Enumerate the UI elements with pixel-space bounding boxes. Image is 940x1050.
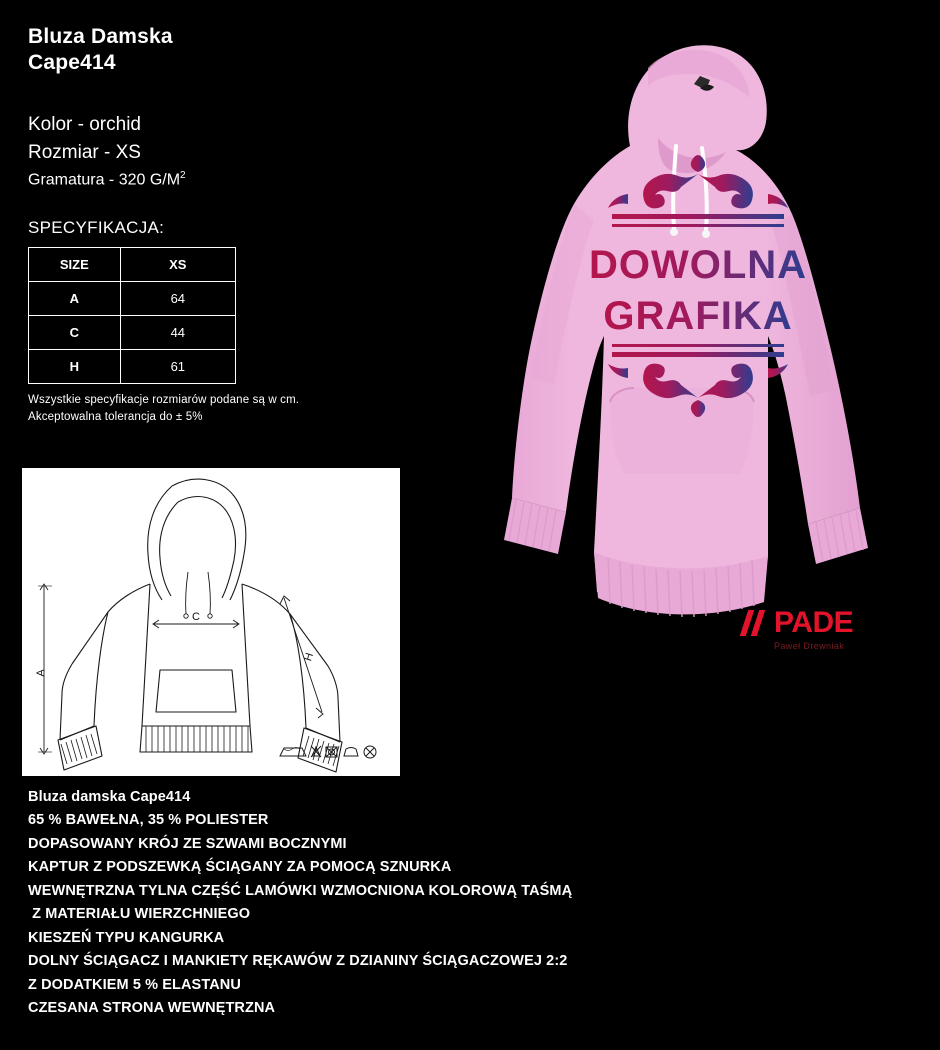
technical-drawing	[22, 468, 400, 776]
row-label-h: H	[29, 349, 121, 383]
row-label-a: A	[29, 281, 121, 315]
description-line-8: DOLNY ŚCIĄGACZ I MANKIETY RĘKAWÓW Z DZIANINY ŚCIĄGACZOWEJ 2:2	[28, 953, 568, 970]
specification-note-line1: Wszystkie specyfikacje rozmiarów podane są w cm.	[28, 393, 300, 406]
description-line-3: DOPASOWANY KRÓJ ZE SZWAMI BOCZNYMI	[28, 835, 347, 852]
row-value-a: 64	[120, 281, 235, 315]
left-column	[28, 24, 468, 425]
attribute-weight-text: Gramatura - 320 G/M	[28, 170, 181, 188]
description-line-4: KAPTUR Z PODSZEWKĄ ŚCIĄGANY ZA POMOCĄ SZNURKA	[28, 859, 452, 876]
description-line-10: CZESANA STRONA WEWNĘTRZNA	[28, 1000, 276, 1017]
brand-logo	[742, 606, 892, 651]
dimension-label-c: C	[192, 611, 200, 623]
product-photo	[462, 6, 914, 646]
table-row	[29, 281, 236, 315]
technical-drawing-svg	[22, 468, 400, 776]
table-header-xs: XS	[120, 247, 235, 281]
table-row	[29, 315, 236, 349]
description-line-6: Z MATERIAŁU WIERZCHNIEGO	[28, 906, 251, 923]
table-row	[29, 349, 236, 383]
row-value-c: 44	[120, 315, 235, 349]
print-line-1: DOWOLNA	[588, 243, 808, 287]
product-title-line2: Cape414	[28, 51, 116, 75]
specification-note-line2: Akceptowalna tolerancja do ± 5%	[28, 410, 203, 423]
description-line-5: WEWNĘTRZNA TYLNA CZĘŚĆ LAMÓWKI WZMOCNIONA KOLOROWĄ TAŚMĄ	[28, 882, 573, 899]
table-header-row	[29, 247, 236, 281]
specification-heading: SPECYFIKACJA:	[28, 217, 165, 237]
description-line-1: Bluza damska Cape414	[28, 789, 191, 805]
table-header-size: SIZE	[29, 247, 121, 281]
print-line-2: GRAFIKA	[603, 294, 793, 338]
specification-note	[28, 392, 428, 425]
page-title	[28, 24, 468, 77]
row-value-h: 61	[120, 349, 235, 383]
row-label-c: C	[29, 315, 121, 349]
logo-main	[742, 606, 892, 640]
description-line-9: Z DODATKIEM 5 % ELASTANU	[28, 976, 241, 993]
attribute-color: Kolor - orchid	[28, 113, 141, 135]
logo-name: PADE	[774, 606, 854, 639]
attribute-weight-exponent: 2	[180, 169, 186, 181]
hoodie-illustration	[462, 6, 914, 646]
description-line-7: KIESZEŃ TYPU KANGURKA	[28, 929, 225, 946]
description-line-2: 65 % BAWEŁNA, 35 % POLIESTER	[28, 812, 269, 829]
product-attributes	[28, 111, 468, 192]
double-slash-icon	[742, 610, 772, 636]
dimension-label-h: H	[302, 651, 317, 663]
specification-table	[28, 247, 236, 384]
dimension-label-a: A	[35, 669, 47, 677]
attribute-weight	[28, 168, 468, 192]
product-title-line1: Bluza Damska	[28, 25, 173, 48]
logo-subtitle: Paweł Drewniak	[774, 641, 845, 651]
description-block	[28, 786, 808, 1021]
attribute-size: Rozmiar - XS	[28, 142, 141, 163]
